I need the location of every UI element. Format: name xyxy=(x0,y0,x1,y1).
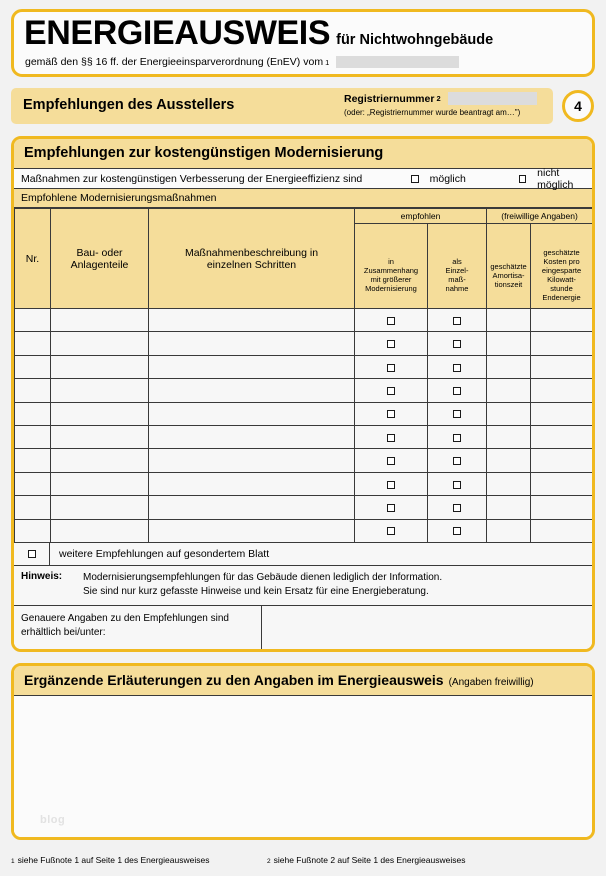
cell-checkbox-zusammenhang[interactable] xyxy=(355,332,428,355)
cell-desc[interactable] xyxy=(149,519,355,542)
checkbox-einzelmassnahme[interactable] xyxy=(453,434,461,442)
cell-checkbox-zusammenhang[interactable] xyxy=(355,379,428,402)
cell-checkbox-zusammenhang[interactable] xyxy=(355,472,428,495)
recommendations-frame xyxy=(11,136,595,652)
footnote-1-text: siehe Fußnote 1 auf Seite 1 des Energieausweises xyxy=(17,855,210,865)
cell-amort[interactable] xyxy=(487,449,531,472)
table-row xyxy=(15,402,593,425)
note-key: Hinweis: xyxy=(21,570,63,582)
checkbox-extra-sheet[interactable] xyxy=(28,550,36,558)
table-row xyxy=(15,496,593,519)
table-row xyxy=(15,519,593,542)
cell-kost[interactable] xyxy=(531,519,593,542)
footnotes xyxy=(11,855,595,865)
page-number-badge: 4 xyxy=(562,90,594,122)
footnote-1 xyxy=(11,855,267,865)
cell-checkbox-einzelmassnahme[interactable] xyxy=(428,355,487,378)
checkbox-zusammenhang[interactable] xyxy=(387,481,395,489)
cell-part[interactable] xyxy=(51,402,149,425)
cell-amort[interactable] xyxy=(487,519,531,542)
checkbox-zusammenhang[interactable] xyxy=(387,410,395,418)
measures-table xyxy=(14,208,593,543)
measures-group-header-row xyxy=(15,209,593,224)
cell-checkbox-einzelmassnahme[interactable] xyxy=(428,379,487,402)
cell-part[interactable] xyxy=(51,425,149,448)
title-row xyxy=(14,12,592,52)
cell-amort[interactable] xyxy=(487,496,531,519)
cell-amort[interactable] xyxy=(487,355,531,378)
cell-checkbox-zusammenhang[interactable] xyxy=(355,519,428,542)
label-nicht-moeglich: nicht möglich xyxy=(537,166,574,191)
cell-checkbox-einzelmassnahme[interactable] xyxy=(428,496,487,519)
cell-amort[interactable] xyxy=(487,332,531,355)
extra-sheet-checkbox-cell[interactable] xyxy=(14,543,50,565)
cell-checkbox-einzelmassnahme[interactable] xyxy=(428,519,487,542)
cell-kost[interactable] xyxy=(531,379,593,402)
checkbox-einzelmassnahme[interactable] xyxy=(453,527,461,535)
cell-desc[interactable] xyxy=(149,402,355,425)
registration-number-note: (oder: „Registriernummer wurde beantragt am…") xyxy=(344,108,521,117)
watermark-text: blog xyxy=(40,814,66,826)
table-row xyxy=(15,355,593,378)
explanations-heading-note: (Angaben freiwillig) xyxy=(448,677,534,688)
col-group-header-empfohlen: empfohlen xyxy=(355,209,487,224)
cell-nr[interactable] xyxy=(15,425,51,448)
measures-table-body xyxy=(15,309,593,543)
measures-table-head xyxy=(15,209,593,309)
cell-part[interactable] xyxy=(51,496,149,519)
details-label-line-2: erhältlich bei/unter: xyxy=(21,626,106,638)
checkbox-einzelmassnahme[interactable] xyxy=(453,504,461,512)
note-body xyxy=(83,571,442,599)
cell-desc[interactable] xyxy=(149,332,355,355)
page-subtitle: für Nichtwohngebäude xyxy=(336,32,494,48)
cell-kost[interactable] xyxy=(531,472,593,495)
note-line-1: Modernisierungsempfehlungen für das Gebäude dienen lediglich der Information. xyxy=(83,571,443,583)
col-header-einzelmassnahme: als Einzel- maß- nahme xyxy=(428,224,487,309)
cell-part[interactable] xyxy=(51,449,149,472)
cell-kost[interactable] xyxy=(531,332,593,355)
checkbox-zusammenhang[interactable] xyxy=(387,387,395,395)
col-header-part: Bau- oder Anlagenteile xyxy=(51,209,149,309)
checkbox-einzelmassnahme[interactable] xyxy=(453,317,461,325)
checkbox-einzelmassnahme[interactable] xyxy=(453,481,461,489)
cell-part[interactable] xyxy=(51,332,149,355)
checkbox-einzelmassnahme[interactable] xyxy=(453,364,461,372)
table-row xyxy=(15,332,593,355)
checkbox-zusammenhang[interactable] xyxy=(387,504,395,512)
checkbox-moeglich[interactable] xyxy=(411,175,418,183)
details-value-field[interactable] xyxy=(262,606,592,652)
extra-sheet-label: weitere Empfehlungen auf gesondertem Blatt xyxy=(59,547,270,560)
cell-desc[interactable] xyxy=(149,379,355,402)
measures-subheading: Empfohlene Modernisierungsmaßnahmen xyxy=(14,189,592,208)
note-block xyxy=(14,566,592,606)
explanations-textarea[interactable] xyxy=(14,696,592,838)
details-label-line-1: Genauere Angaben zu den Empfehlungen sind xyxy=(21,612,229,624)
cell-checkbox-zusammenhang[interactable] xyxy=(355,449,428,472)
cell-kost[interactable] xyxy=(531,309,593,332)
table-row xyxy=(15,449,593,472)
cell-desc[interactable] xyxy=(149,355,355,378)
cell-nr[interactable] xyxy=(15,332,51,355)
efficiency-possibility-row xyxy=(14,166,592,191)
cell-amort[interactable] xyxy=(487,402,531,425)
cell-nr[interactable] xyxy=(15,309,51,332)
cell-part[interactable] xyxy=(51,472,149,495)
registration-number-group xyxy=(344,92,549,117)
footnote-2-text: siehe Fußnote 2 auf Seite 1 des Energieausweises xyxy=(273,855,466,865)
cell-nr[interactable] xyxy=(15,449,51,472)
col-header-desc: Maßnahmenbeschreibung in einzelnen Schritten xyxy=(149,209,355,309)
document-title-frame xyxy=(11,9,595,77)
checkbox-einzelmassnahme[interactable] xyxy=(453,387,461,395)
col-header-zusammenhang: in Zusammenhang mit größerer Modernisierung xyxy=(355,224,428,309)
cell-kost[interactable] xyxy=(531,355,593,378)
recommendations-heading: Empfehlungen zur kostengünstigen Modernisierung xyxy=(14,139,592,169)
cell-nr[interactable] xyxy=(15,379,51,402)
checkbox-einzelmassnahme[interactable] xyxy=(453,340,461,348)
cell-part[interactable] xyxy=(51,379,149,402)
cell-checkbox-einzelmassnahme[interactable] xyxy=(428,309,487,332)
legal-footnote-marker: 1 xyxy=(325,57,330,67)
cell-desc[interactable] xyxy=(149,425,355,448)
registration-number-label: Registriernummer xyxy=(344,92,435,105)
footnote-2 xyxy=(267,855,465,865)
cell-checkbox-zusammenhang[interactable] xyxy=(355,355,428,378)
explanations-heading: Ergänzende Erläuterungen zu den Angaben im Energieausweis xyxy=(24,672,444,688)
checkbox-einzelmassnahme[interactable] xyxy=(453,457,461,465)
explanations-frame xyxy=(11,663,595,840)
cell-kost[interactable] xyxy=(531,425,593,448)
table-row xyxy=(15,425,593,448)
cell-amort[interactable] xyxy=(487,309,531,332)
checkbox-zusammenhang[interactable] xyxy=(387,317,395,325)
details-block xyxy=(14,606,592,652)
cell-nr[interactable] xyxy=(15,519,51,542)
cell-part[interactable] xyxy=(51,355,149,378)
footnote-1-marker: 1 xyxy=(11,858,15,865)
cell-amort[interactable] xyxy=(487,472,531,495)
issuer-section-bar xyxy=(11,88,553,124)
legal-basis-line xyxy=(14,56,592,68)
cell-kost[interactable] xyxy=(531,449,593,472)
cell-part[interactable] xyxy=(51,519,149,542)
cell-nr[interactable] xyxy=(15,402,51,425)
checkbox-nicht-moeglich[interactable] xyxy=(519,175,526,183)
note-line-2: Sie sind nur kurz gefasste Hinweise und kein Ersatz für eine Energieberatung. xyxy=(83,585,429,597)
registration-footnote-marker: 2 xyxy=(436,94,441,103)
cell-checkbox-einzelmassnahme[interactable] xyxy=(428,425,487,448)
cell-amort[interactable] xyxy=(487,425,531,448)
details-label xyxy=(14,606,262,652)
checkbox-zusammenhang[interactable] xyxy=(387,434,395,442)
page-title: ENERGIEAUSWEIS xyxy=(24,14,331,52)
cell-checkbox-einzelmassnahme[interactable] xyxy=(428,402,487,425)
checkbox-zusammenhang[interactable] xyxy=(387,527,395,535)
cell-checkbox-zusammenhang[interactable] xyxy=(355,496,428,519)
cell-checkbox-einzelmassnahme[interactable] xyxy=(428,332,487,355)
cell-checkbox-zusammenhang[interactable] xyxy=(355,402,428,425)
col-header-amortisationszeit: geschätzte Amortisa- tionszeit xyxy=(487,224,531,309)
cell-amort[interactable] xyxy=(487,379,531,402)
table-row xyxy=(15,472,593,495)
checkbox-zusammenhang[interactable] xyxy=(387,364,395,372)
cell-nr[interactable] xyxy=(15,355,51,378)
cell-nr[interactable] xyxy=(15,496,51,519)
cell-kost[interactable] xyxy=(531,402,593,425)
registration-number-label-row xyxy=(344,92,549,105)
cell-kost[interactable] xyxy=(531,496,593,519)
explanations-heading-bar xyxy=(14,666,592,696)
cell-nr[interactable] xyxy=(15,472,51,495)
footnote-2-marker: 2 xyxy=(267,858,271,865)
cell-checkbox-zusammenhang[interactable] xyxy=(355,425,428,448)
registration-number-field[interactable] xyxy=(448,92,537,105)
col-group-header-freiwillig: (freiwillige Angaben) xyxy=(487,209,593,224)
cell-checkbox-zusammenhang[interactable] xyxy=(355,309,428,332)
extra-sheet-row xyxy=(14,543,592,566)
cell-checkbox-einzelmassnahme[interactable] xyxy=(428,472,487,495)
checkbox-zusammenhang[interactable] xyxy=(387,457,395,465)
cell-desc[interactable] xyxy=(149,449,355,472)
issuer-section-title: Empfehlungen des Ausstellers xyxy=(23,97,235,113)
checkbox-einzelmassnahme[interactable] xyxy=(453,410,461,418)
cell-desc[interactable] xyxy=(149,496,355,519)
checkbox-zusammenhang[interactable] xyxy=(387,340,395,348)
cell-desc[interactable] xyxy=(149,472,355,495)
col-header-kosten: geschätzte Kosten pro eingesparte Kilowatt- stunde Endenergie xyxy=(531,224,593,309)
label-moeglich: möglich xyxy=(429,172,466,185)
cell-desc[interactable] xyxy=(149,309,355,332)
table-row xyxy=(15,379,593,402)
cell-checkbox-einzelmassnahme[interactable] xyxy=(428,449,487,472)
table-row xyxy=(15,309,593,332)
col-header-nr: Nr. xyxy=(15,209,51,309)
legal-basis-text: gemäß den §§ 16 ff. der Energieeinsparverordnung (EnEV) vom xyxy=(25,56,324,68)
enev-date-field[interactable] xyxy=(336,56,459,68)
cell-part[interactable] xyxy=(51,309,149,332)
efficiency-possibility-label: Maßnahmen zur kostengünstigen Verbesserung der Energieeffizienz sind xyxy=(21,172,363,185)
